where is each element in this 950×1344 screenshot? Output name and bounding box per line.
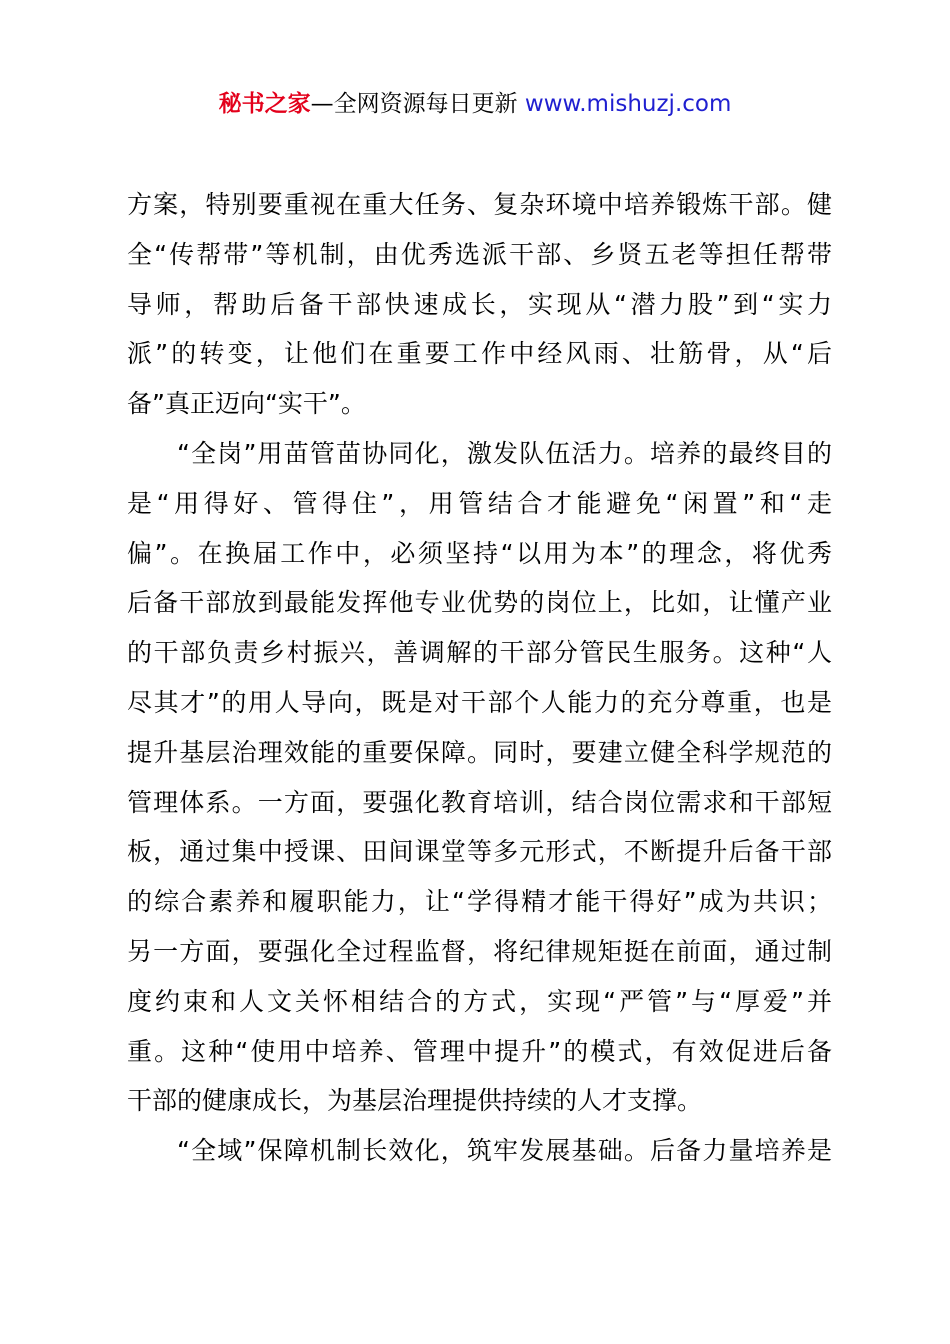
text-line: 全“传帮带”等机制，由优秀选派干部、乡贤五老等担任帮带	[127, 239, 832, 269]
text-line: 重。这种“使用中培养、管理中提升”的模式，有效促进后备	[127, 1036, 832, 1066]
text-line: 提升基层治理效能的重要保障。同时，要建立健全科学规范的	[127, 737, 832, 767]
paragraph	[127, 429, 832, 1126]
paragraph	[127, 1126, 832, 1176]
text-line: 备”真正迈向“实干”。	[127, 389, 366, 419]
text-line: 后备干部放到最能发挥他专业优势的岗位上，比如，让懂产业	[127, 588, 832, 618]
text-line: 方案，特别要重视在重大任务、复杂环境中培养锻炼干部。健	[127, 190, 832, 219]
text-line: 板，通过集中授课、田间课堂等多元形式，不断提升后备干部	[127, 837, 832, 867]
text-line: “全岗”用苗管苗协同化，激发队伍活力。培养的最终目的	[177, 438, 832, 468]
text-line: 尽其才”的用人导向，既是对干部个人能力的充分尊重，也是	[127, 687, 832, 717]
text-line: 的综合素养和履职能力，让“学得精才能干得好”成为共识；	[127, 887, 832, 917]
page-header	[0, 86, 950, 122]
text-line: 度约束和人文关怀相结合的方式，实现“严管”与“厚爱”并	[127, 986, 832, 1016]
paragraph	[127, 180, 832, 429]
document-body	[127, 180, 832, 1176]
text-line: 派”的转变，让他们在重要工作中经风雨、壮筋骨，从“后	[127, 339, 832, 369]
text-line: 干部的健康成长，为基层治理提供持续的人才支撑。	[127, 1086, 703, 1116]
text-line: “全域”保障机制长效化，筑牢发展基础。后备力量培养是	[177, 1136, 832, 1166]
text-line: 导师，帮助后备干部快速成长，实现从“潜力股”到“实力	[127, 289, 832, 319]
text-line: 偏”。在换届工作中，必须坚持“以用为本”的理念，将优秀	[127, 538, 832, 568]
text-line: 的干部负责乡村振兴，善调解的干部分管民生服务。这种“人	[127, 638, 832, 668]
text-line: 管理体系。一方面，要强化教育培训，结合岗位需求和干部短	[127, 787, 832, 817]
brand-name: 秘书之家	[218, 91, 311, 117]
text-line: 是“用得好、管得住”，用管结合才能避免“闲置”和“走	[127, 488, 832, 518]
website-url[interactable]: www.mishuzj.com	[524, 91, 732, 117]
text-line: 另一方面，要强化全过程监督，将纪律规矩挺在前面，通过制	[127, 936, 832, 966]
header-tagline: —全网资源每日更新	[310, 91, 525, 117]
